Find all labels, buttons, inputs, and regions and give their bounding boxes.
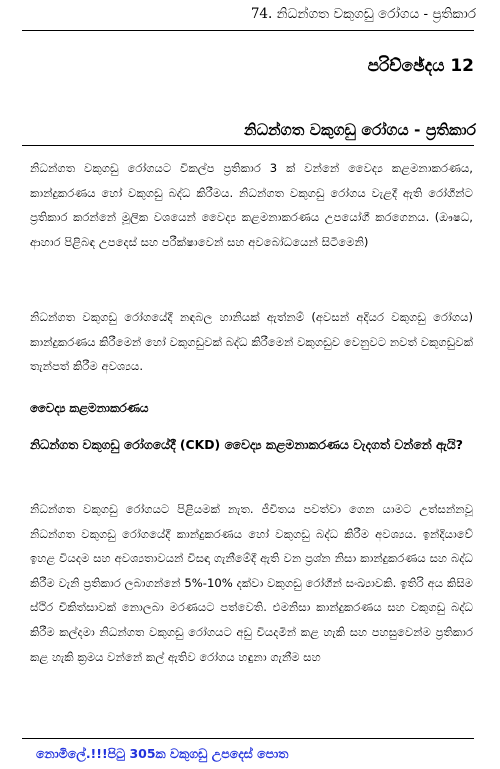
section-title: නිධන්ගත වකුගඩු රෝගය - ප්‍රතිකාර — [243, 121, 476, 139]
paragraph-1: නිධන්ගත වකුගඩු රෝගයට විකල්ප ප්‍රතිකාර 3 ක් වන්නේ වෛද්‍ය කළමනාකරණය, කාන්දුකරණය හෝ වකුගඩු බද්ධ කිරීමය. නිධන්ගත වකුගඩු රෝගය වැළදී ඇති රෝගීන්ට ප්‍රතිකාර කරන්නේ මූලික වශයෙන් වෛද්‍ය කළමනාකරණය උපයෝගී කරගෙනය. (ඖෂධ, ආහාර පිළිබඳ උපදෙස් සහ පරීක්ෂාවෙන් සහ අවබෝධයෙන් සිටීමෙනි) — [30, 161, 473, 249]
running-head: 74. නිධන්ගත වකුගඩු රෝගය - ප්‍රතිකාර — [250, 6, 476, 22]
footer-rule — [22, 738, 474, 739]
paragraph-2: නිධන්ගත වකුගඩු රෝගයේදී නඳබල හානියක් ඇත්නම් (අවසන් අදියර වකුගඩු රෝගය) කාන්දුකරණය කිරීමෙන් හෝ වකුගඩුවක් බද්ධ කිරීමෙන් වකුගඩුව වෙනුවට නවත් වකුගඩුවක් තැන්පත් කිරීම අවශ්‍යය. — [30, 310, 473, 374]
chapter-label: පරිච්ඡේදය 12 — [367, 56, 474, 76]
title-rule — [22, 145, 474, 146]
paragraph-3: නිධන්ගත වකුගඩු රෝගයට පිළියමක් නැත. ජීවිතය පවත්වා ගෙන යාමට උත්සන්නවූ නිධන්ගත වකුගඩු රෝගයේදී කාන්දුකරණය හෝ වකුගඩු බද්ධ කිරීම අවශ්‍යය. ඉන්දියාවේ ඉහළ වියදම සහ අවශ්‍යතාවයන් විසඳා ගැනීමේදී ඇති වන ප්‍රශ්න නිසා කාන්දුකරණය සහ බද්ධ කිරීම වැනි ප්‍රතිකාර ලබාගන්නේ 5%-10% දක්වා වකුගඩු රෝගීන් සංඛ්‍යාවකි. ඉතිරි අය කිසිම ස්ථිර චිකිත්සාවක් නොලබා මරණයට පත්වෙති. එමනිසා කාන්දුකරණය සහ වකුගඩු බද්ධ කිරීම කල්දමා නිධන්ගත වකුගඩු රෝගයට අඩු වියදමින් කළ හැකි සහ පහසුවෙන්ම ප්‍රතිකාර කළ හැකි ක්‍රමය වන්නේ කල් ඇතිව රෝගය හඳුනා ගැනීම සහ — [30, 502, 473, 664]
footer-promo: නොමිලේ.!!!පිටු 305ක වකුගඩු උපදෙස් පොත — [36, 746, 289, 761]
subheading-medical-management: වෛද්‍ය කළමනාකරණය — [30, 401, 149, 415]
header-rule — [22, 30, 474, 31]
question-heading: නිධන්ගත වකුගඩු රෝගයේදී (CKD) වෛද්‍ය කළමනාකරණය වැදගත් වන්නේ ඇයි? — [30, 437, 463, 452]
